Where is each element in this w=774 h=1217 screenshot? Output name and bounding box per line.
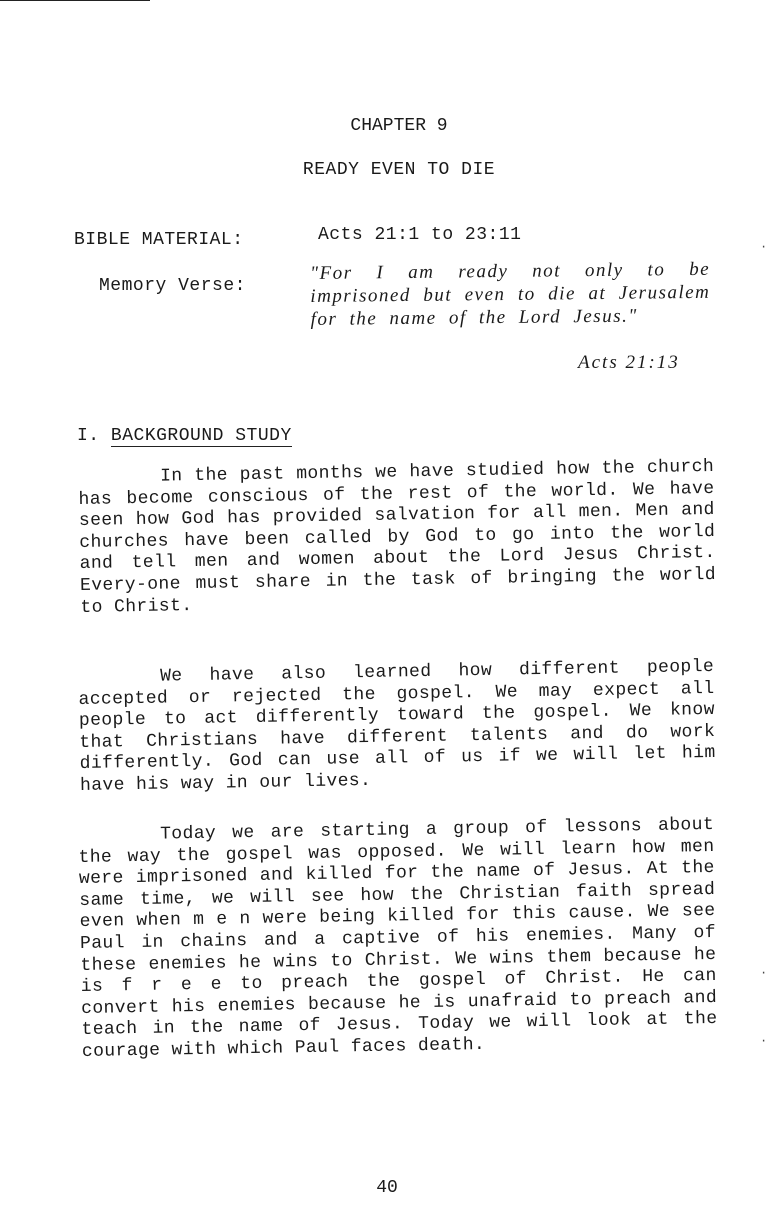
section-heading-text: BACKGROUND STUDY [110,426,292,446]
chapter-title: READY EVEN TO DIE [302,160,496,180]
chapter-number: CHAPTER 9 [350,116,448,136]
page-number: 40 [376,1178,398,1198]
memory-verse-text: "For I am ready not only to be imprisoned but even to die at Jerusalem for the name of the Lord Jesus." [310,258,711,330]
scan-speck: · [760,966,768,980]
paragraph: We have also learned how different people accepted or rejected the gospel. We may expect all people to act differently toward the gospel. We know that Christians have different talents and do work differently. God can use all of us if we will let him have his way in our lives. [78,656,716,796]
scan-edge-line [0,0,150,1]
section-number: I. [77,426,100,446]
memory-verse-label: Memory Verse: [99,276,246,296]
paragraph: In the past months we have studied how the church has become conscious of the rest of the world. We have seen how God has provided salvation for all men. Men and churches have been called by God to go into the world and tell men and women about the Lord Jesus Christ. Every-one must share in the task of bringing the world to Christ. [78,456,717,618]
bible-material-reference: Acts 21:1 to 23:11 [318,225,522,245]
scan-speck: · [760,240,768,254]
section-heading [77,426,292,446]
bible-material-label: BIBLE MATERIAL: [74,230,244,250]
memory-verse-reference: Acts 21:13 [578,352,680,373]
paragraph: Today we are starting a group of lessons about the way the gospel was opposed. We will learn how men were imprisoned and killed for the name of Jesus. At the same time, we will see how the Christian faith spread even when m e n were being killed for this cause. We see Paul in chains and a captive of his enemies. Many of these enemies he wins to Christ. We wins them because he is f r e e to preach the gospel of Christ. He can convert his enemies because he is unafraid to preach and teach in the name of Jesus. Today we will look at the courage with which Paul faces death. [78,814,718,1062]
scan-speck: · [760,1034,768,1048]
